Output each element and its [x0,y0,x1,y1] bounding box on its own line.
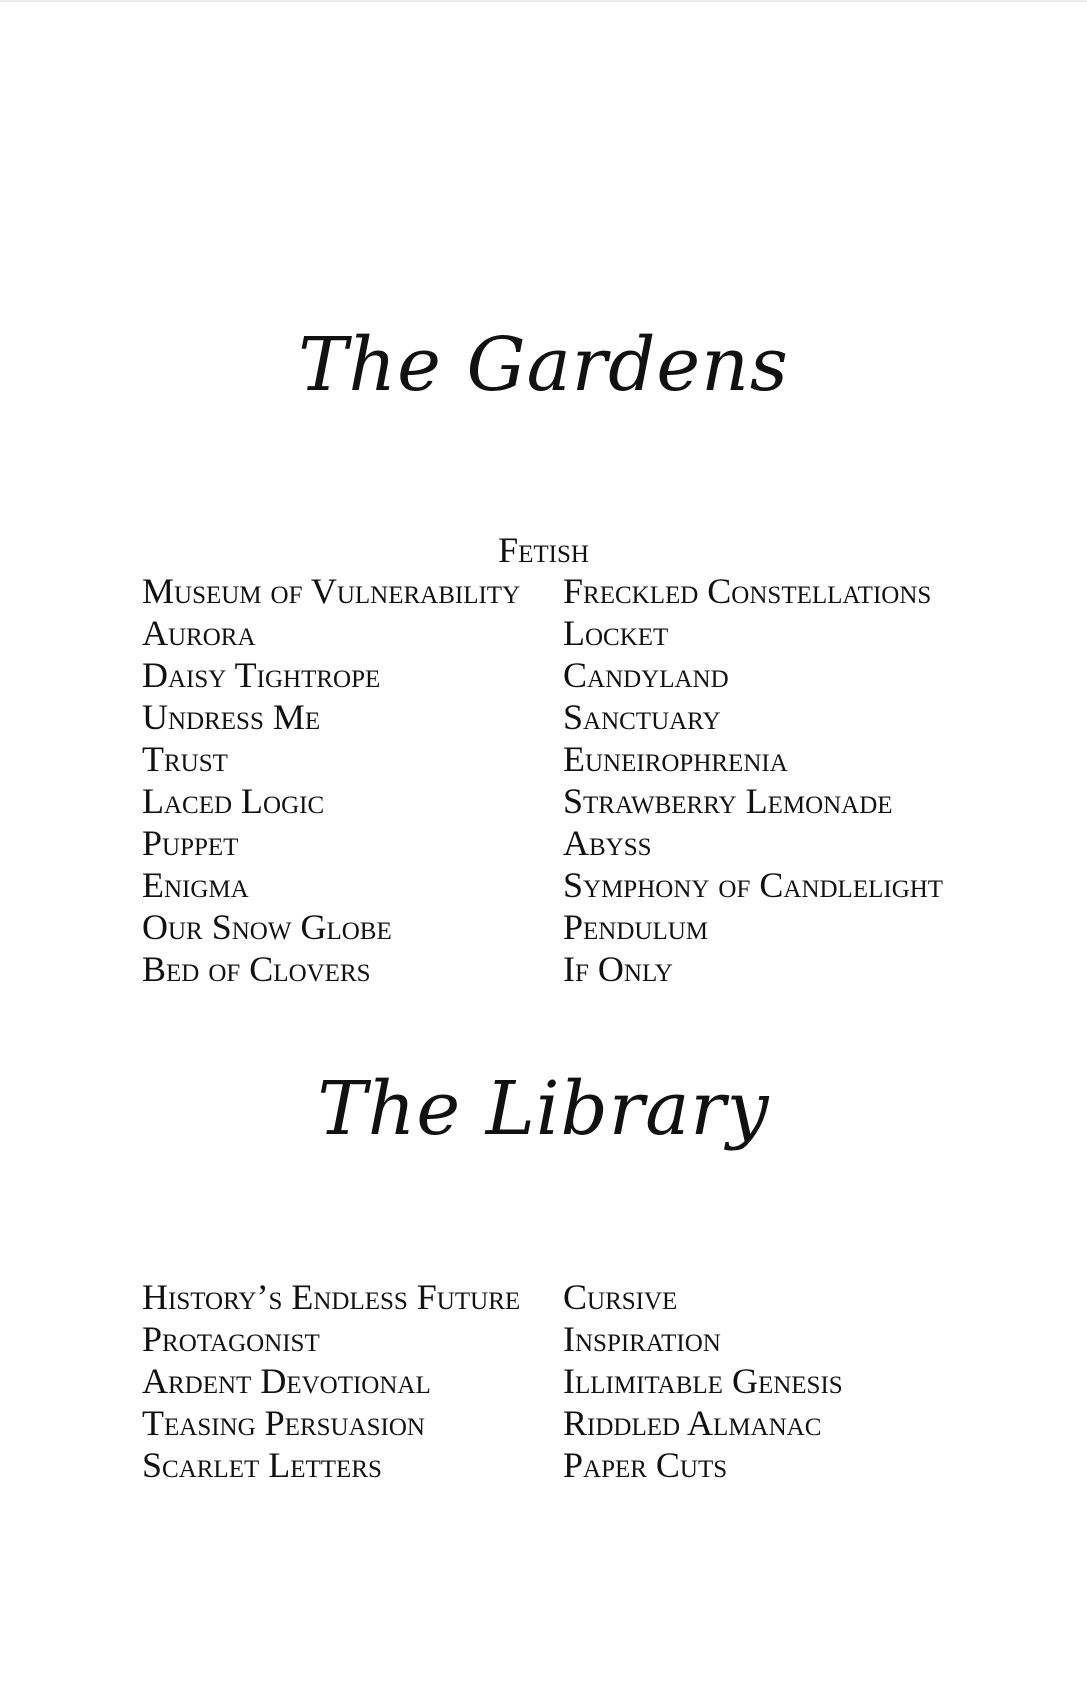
list-item: Enigma [142,865,249,905]
list-item: Riddled Almanac [563,1403,822,1443]
list-item: Our Snow Globe [142,907,392,947]
list-item: Pendulum [563,907,709,947]
list-item: Ardent Devotional [142,1361,431,1401]
list-item: Strawberry Lemonade [563,781,893,821]
list-item: Paper Cuts [563,1445,728,1485]
library-left-list [142,1276,520,1486]
gardens-left-list [142,570,520,990]
list-item: Scarlet Letters [142,1445,382,1485]
top-edge-divider [0,0,1087,2]
list-item: Locket [563,613,669,653]
list-item: Candyland [563,655,729,695]
list-item: Teasing Persuasion [142,1403,425,1443]
list-item: Sanctuary [563,697,721,737]
list-item: Cursive [563,1277,678,1317]
list-item: Protagonist [142,1319,320,1359]
list-item: Daisy Tightrope [142,655,381,695]
list-item: Laced Logic [142,781,325,821]
library-title: The Library [317,1066,770,1152]
list-item: Abyss [563,823,652,863]
list-item: Symphony of Candlelight [563,865,944,905]
library-right-list [563,1276,843,1486]
list-item: Puppet [142,823,239,863]
list-item: Freckled Constellations [563,571,932,611]
list-item: Undress Me [142,697,321,737]
gardens-right-list [563,570,943,990]
list-item: Museum of Vulnerability [142,571,521,611]
list-item: Illimitable Genesis [563,1361,843,1401]
gardens-subheading: Fetish [498,530,589,570]
list-item: If Only [563,949,673,989]
list-item: Inspiration [563,1319,721,1359]
list-item: Trust [142,739,228,779]
gardens-title: The Gardens [298,322,789,408]
list-item: Aurora [142,613,256,653]
list-item: Euneirophrenia [563,739,788,779]
list-item: Bed of Clovers [142,949,371,989]
list-item: History’s Endless Future [142,1277,521,1317]
